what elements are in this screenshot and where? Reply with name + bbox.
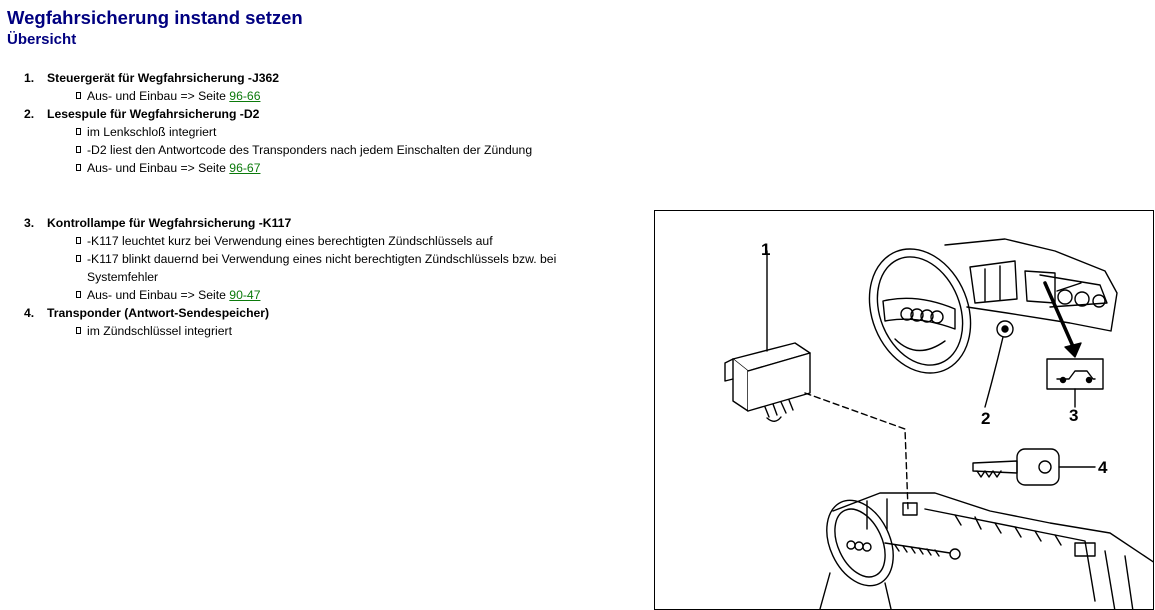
sub-item-text: -K117 leuchtet kurz bei Verwendung eines berechtigten Zündschlüssels auf [87, 234, 493, 248]
callout-4: 4 [1098, 458, 1108, 477]
bullet-box-icon [76, 92, 81, 99]
sub-item [24, 232, 604, 250]
sub-item [24, 286, 604, 304]
sub-item-text: Aus- und Einbau => Seite [87, 288, 230, 302]
sub-item [24, 87, 604, 105]
bullet-box-icon [76, 255, 81, 262]
sub-item-text: im Zündschlüssel integriert [87, 324, 232, 338]
page-link-96-66[interactable]: 96-66 [229, 89, 261, 103]
item-title: Transponder (Antwort-Sendespeicher) [47, 306, 270, 320]
component-list-part-2 [24, 214, 604, 340]
bullet-box-icon [76, 327, 81, 334]
sub-item-text: -K117 blinkt dauernd bei Verwendung eines nicht berechtigten Zündschlüssels bzw. bei Systemfehler [87, 252, 557, 284]
list-item-3 [24, 214, 604, 232]
sub-item-text: Aus- und Einbau => Seite [87, 89, 230, 103]
item-title: Kontrollampe für Wegfahrsicherung -K117 [47, 216, 292, 230]
component-list-part-1 [24, 69, 604, 177]
item-number: 3. [24, 216, 35, 230]
bullet-box-icon [76, 237, 81, 244]
sub-item-text: -D2 liest den Antwortcode des Transponders nach jedem Einschalten der Zündung [87, 143, 533, 157]
bullet-box-icon [76, 146, 81, 153]
lower-dashboard-drawing [814, 490, 1154, 610]
overview-illustration [654, 210, 1154, 610]
control-unit-drawing [725, 343, 810, 421]
page-link-96-67[interactable]: 96-67 [229, 161, 261, 175]
sub-item [24, 159, 604, 177]
bullet-box-icon [76, 128, 81, 135]
list-item-2 [24, 105, 604, 123]
item-number: 2. [24, 107, 35, 121]
bullet-box-icon [76, 291, 81, 298]
item-title: Steuergerät für Wegfahrsicherung -J362 [47, 71, 280, 85]
sub-item-text: Aus- und Einbau => Seite [87, 161, 230, 175]
key-drawing [973, 449, 1095, 485]
callout-1: 1 [761, 240, 771, 259]
callout-2: 2 [981, 409, 991, 428]
sub-item [24, 322, 604, 340]
sub-item-text: im Lenkschloß integriert [87, 125, 217, 139]
page-title: Wegfahrsicherung instand setzen [7, 7, 303, 28]
item-number: 4. [24, 306, 35, 320]
page-subtitle: Übersicht [7, 31, 77, 48]
sub-item [24, 250, 604, 286]
sub-item [24, 141, 604, 159]
warning-lamp-drawing [1047, 359, 1103, 389]
page-link-90-47[interactable]: 90-47 [229, 288, 261, 302]
illustration-drawing [655, 211, 1154, 610]
list-item-4 [24, 304, 604, 322]
sub-item [24, 123, 604, 141]
callout-3: 3 [1069, 406, 1079, 425]
bullet-box-icon [76, 164, 81, 171]
item-title: Lesespule für Wegfahrsicherung -D2 [47, 107, 260, 121]
item-number: 1. [24, 71, 35, 85]
list-item-1 [24, 69, 604, 87]
steering-wheel-drawing [852, 234, 989, 389]
